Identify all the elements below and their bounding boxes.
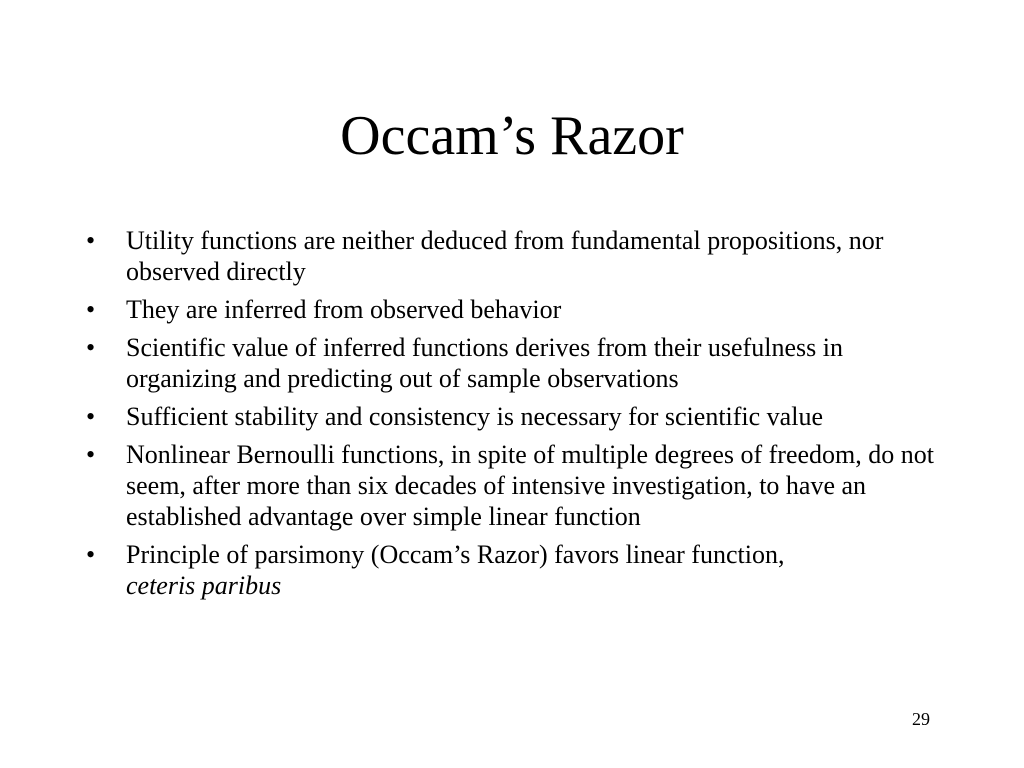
bullet-icon: • <box>86 295 96 324</box>
bullet-italic-text: ceteris paribus <box>126 571 282 600</box>
bullet-list <box>86 225 946 608</box>
page-number: 29 <box>912 709 930 729</box>
bullet-icon: • <box>86 540 96 569</box>
bullet-text: Nonlinear Bernoulli functions, in spite of multiple degrees of freedom, do not seem, after more than six decades of intensive investigation, to have an established advantage over simple linear function <box>126 440 934 531</box>
bullet-text: Principle of parsimony (Occam’s Razor) favors linear function, <box>126 540 785 569</box>
bullet-text: Sufficient stability and consistency is necessary for scientific value <box>126 402 823 431</box>
bullet-icon: • <box>86 226 96 255</box>
bullet-item <box>86 225 946 287</box>
bullet-text: Utility functions are neither deduced from fundamental propositions, nor observed directly <box>126 226 884 286</box>
slide-title: Occam’s Razor <box>340 105 684 167</box>
bullet-item <box>86 332 946 394</box>
bullet-item <box>86 439 946 532</box>
bullet-text: They are inferred from observed behavior <box>126 295 562 324</box>
bullet-icon: • <box>86 440 96 469</box>
bullet-icon: • <box>86 333 96 362</box>
bullet-item <box>86 539 946 601</box>
bullet-text: Scientific value of inferred functions derives from their usefulness in organizing and predicting out of sample observations <box>126 333 843 393</box>
bullet-item <box>86 401 946 432</box>
bullet-item <box>86 294 946 325</box>
bullet-icon: • <box>86 402 96 431</box>
